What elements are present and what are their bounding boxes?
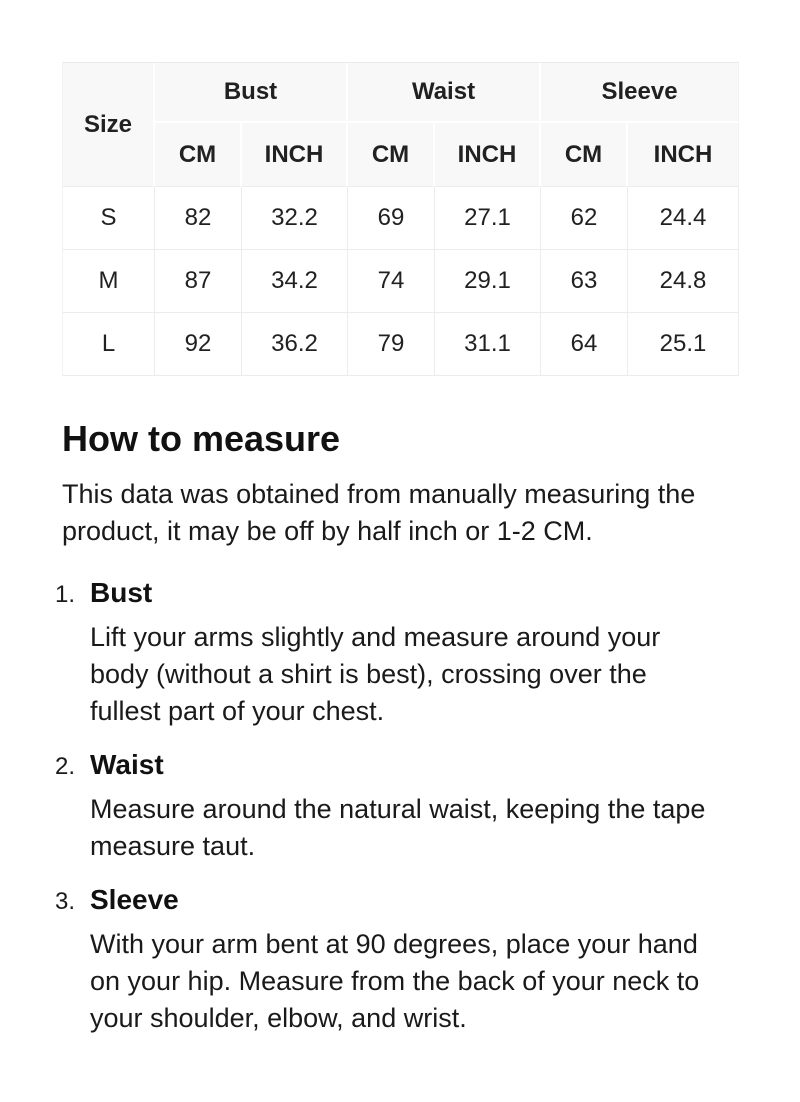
step-title: Sleeve [90, 884, 179, 915]
column-group-sleeve: Sleeve [541, 63, 739, 123]
data-cell: 32.2 [242, 187, 348, 250]
measure-steps-list [55, 576, 738, 1037]
measure-step-waist [55, 748, 738, 865]
table-row-size-m [63, 250, 739, 313]
column-group-waist: Waist [348, 63, 541, 123]
data-cell: 63 [541, 250, 628, 313]
data-cell: 87 [155, 250, 242, 313]
data-cell: 25.1 [628, 313, 739, 376]
unit-header-waist-cm: CM [348, 123, 435, 187]
data-cell: 79 [348, 313, 435, 376]
data-cell: 29.1 [435, 250, 541, 313]
size-cell: S [63, 187, 155, 250]
table-row-size-l [63, 313, 739, 376]
step-description: With your arm bent at 90 degrees, place your hand on your hip. Measure from the back of your neck to your shoulder, elbow, and wrist. [90, 929, 700, 1033]
size-chart-table [62, 62, 739, 376]
step-title-row [55, 748, 738, 781]
measure-disclaimer-text: This data was obtained from manually measuring the product, it may be off by half inch or 1-2 CM. [62, 479, 696, 546]
data-cell: 62 [541, 187, 628, 250]
unit-header-sleeve-cm: CM [541, 123, 628, 187]
data-cell: 92 [155, 313, 242, 376]
data-cell: 27.1 [435, 187, 541, 250]
data-cell: 82 [155, 187, 242, 250]
table-row-size-s [63, 187, 739, 250]
data-cell: 36.2 [242, 313, 348, 376]
measure-step-sleeve [55, 883, 738, 1037]
data-cell: 74 [348, 250, 435, 313]
step-description: Lift your arms slightly and measure around your body (without a shirt is best), crossing over the fullest part of your chest. [90, 622, 661, 726]
data-cell: 34.2 [242, 250, 348, 313]
measure-step-bust [55, 576, 738, 730]
data-cell: 24.4 [628, 187, 739, 250]
data-cell: 64 [541, 313, 628, 376]
unit-header-waist-inch: INCH [435, 123, 541, 187]
step-number: 2. [55, 753, 76, 780]
step-title: Waist [90, 749, 164, 780]
data-cell: 69 [348, 187, 435, 250]
step-number: 1. [55, 581, 76, 608]
size-cell: M [63, 250, 155, 313]
step-title-row [55, 576, 738, 609]
step-title-row [55, 883, 738, 916]
step-title: Bust [90, 577, 153, 608]
column-group-bust: Bust [155, 63, 348, 123]
step-description: Measure around the natural waist, keeping the tape measure taut. [90, 794, 706, 861]
unit-header-sleeve-inch: INCH [628, 123, 739, 187]
step-number: 3. [55, 888, 76, 915]
data-cell: 24.8 [628, 250, 739, 313]
column-header-size: Size [63, 63, 155, 187]
data-cell: 31.1 [435, 313, 541, 376]
unit-header-bust-cm: CM [155, 123, 242, 187]
how-to-measure-heading: How to measure [62, 418, 341, 459]
unit-header-bust-inch: INCH [242, 123, 348, 187]
size-cell: L [63, 313, 155, 376]
